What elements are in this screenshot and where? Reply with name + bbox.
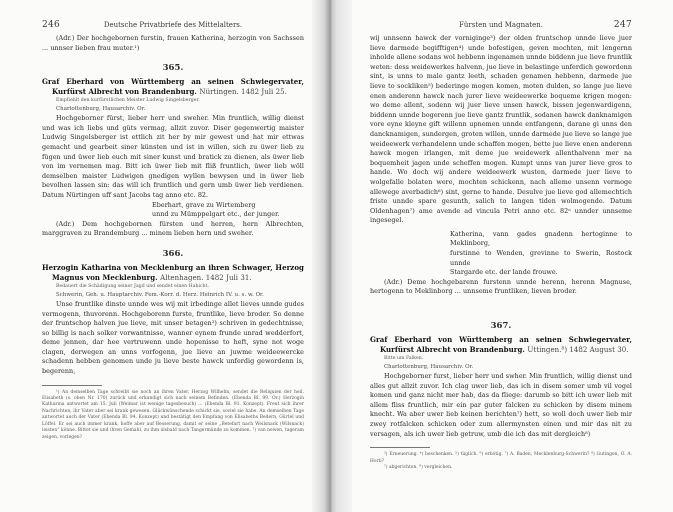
footnote-divider [370,447,430,448]
letter-366-signature-1: Katherina, vann gades gnadenn hertoginne to Meklinborg, [450,229,632,248]
letter-366-number: 366. [162,248,184,259]
letter-366-heading [42,263,304,283]
left-running-header [42,20,304,34]
opening-address: (Adr.) Der hochgebornen furstin, frauen Katherina, herzogin von Sachssen ... unnser lieben frau muter.¹) [42,34,304,52]
letter-365-place-date: Nürtingen. 1482 Juli 25. [199,88,287,97]
left-running-title: Deutsche Privatbriefe des Mittelalters. [103,21,243,29]
letter-365-signature-1: Eberhart, grave zu Wirtemberg [152,200,256,209]
letter-367-place-date: Uttingen.⁸) 1482 August 30. [527,346,629,355]
left-footnote-text: ¹) An demselben Tage schreibt sie noch an ihren Vater, Herzog Wilhelm, sendet die Reliquien der heil. Elisabeth (s. oben Nr. 170) zurück und erkundigt sich nach seinem Befinden. (Ebenda Bl. 99. Or.) Herzogin Katharina antwortet am 15. Juli (Weimar ist wenige tagesbesuch) ... (Ebenda Bl. 91. Konzept). Freut sich ihrer Nachrichten, ihr Vater aber sei krank gewesen. Glückwünschende schickt sie, soviel sie habe. An demselben Tage antwortet auch der Vater (Ebenda Bl. 94. Konzept) und bestätigt den Empfang von Elisabeths Bedern, Gürtel und Löffel. Er sei auch immer krank, hoffe aber auf Besserung, damit er seine „Betefart nach Weilsnack (Wilsnack) leisten“ könne. Bittet sie und ihren Gemahl, zu ihm alsbald nach Tangermünde zu kommen. ²) van newen, tageram zeigen, vorlegen? [42,389,304,440]
right-running-header [370,20,632,34]
letter-367-number: 367. [490,321,512,332]
letter-366-body: Unse fruntlike dinste unnde wes wij mit irbedinge allet lieves unnde gudes vermogenn, thuvorenn. Hochgeborenn furste, fruntlike, lieve broder. So denne der fruntschop halven jue lieve, mit unser betagen²) schriven in gedechtnisse, so billig is nach solker vorwantnisse, wanner eynem frunde unrad wedderfort, deme jennen, dar hee vertruwenn unde hopenisse to heft, syne not woge clagen, derwegen an unns vorfogenn, jue lieve an juwme weideewercke schadenn hebben genomen unde ju lieve beste hawck unferdig gewordenn is, begerenn, [42,299,304,376]
right-running-title: Fürsten und Magnaten. [459,21,543,29]
letter-367-body: Hochgeborner furst, lieber herr und swher. Min fruntlich, willig dienst und alles gut allzit zuvor. Ich clag uwer lieb, das ich in disem somer umb vil vogel komen und ganz nicht mer hab, das da fliege: darumb so bitt ich uwer lieb mit allem fliss fruntlich, mir ein par guter falcken zu schicken by disem minem knecht. Wa aber uwer lieb keinen berichten⁷) hett, so woll doch uwer lieb mir zwey rotfalcken schicken oder zum allermynsten einen und mir das nit zu versagen, als ich uwer lieb getruw, umb die ich das mit dergleich⁸) [370,372,632,438]
left-footnotes [42,390,304,441]
letter-365-address: (Adr.) Dem hochgebornen fürsten und herren, hern Albrechten, marggraven zu Brandemburg ... minem lieben hern und sweher. [42,219,304,238]
letter-366-continuation: wij unnsenn hawck der vorniginge³) der olden fruntschop unnde lieve juer lieve darmede begifftigen⁴) unde bofestigen, geven mochten, mit lengernn inholde allene sodans wol hebbenn ingenamen unnde biddenn jue lieve fruntlik weten: dess weidewerkes halvenn, jue lieve in belastinge unferdich gewordenn sint, is unns to male gantz leeth, schaden genamen hebbenn, darmede jue lieve to sockliken⁵) bederinge mogen komen, moten dulden, so lange jue lieve enen anderenn hawck nach jurer lieve weideewerke boqueme krigen mogen: wo deme allent, sodenn wij juer lieve unsen hawck, bissen jegenwardigenn, biddenn unnde bogerenn jue lieve gantz fruntlik, sodanen hawck danknamigen vore eyne kleyne gift willenn upnemen unnde entfangenn, darane gi unns den dancknamigen, sundergen, groten willen, unnde darmede jue lieve so lange jue weideewerk verhandelenn unde schaffen mogen, bette jue lieve enen anderenn hawck mogen irlangen, mit deme jue weidewerk allenthalvenn mer na boquemheit jagen unde scheffen mogen. Kumpt unns van jurer lieve gros to hande. Wo doch wij andere weideewerk wusten, darmede juer lieve to wolgefalle bolaten were, mochten schickenn, nach alleme unsenn vermoge allewege averbadich⁶) sint, gerne to hande. Desulve jue lieve god allemechtich friste unnde spare gesunth, salich to langen tiden wolmogende. Datum Oldenhagen⁷) ame avende ad vincula Petri anno etc. 82ᵒ unnder unnseme ingesegel. [370,34,632,225]
letter-367-regest: Bitte um Falken. [384,356,424,362]
letter-366-source: Schwerin, Geh. u. Hauptarchiv. Fem.-Korr. d. Herz. Heinrich IV. u. s. w. Or. [56,291,264,298]
right-footnote-line-1: ³) Erneuerung. ⁴) beschenken. ⁵) tüglich. ⁶) erbötig. ⁷) A. Baden, Mecklenburg-Schwerin? ⁸) Gutingen, O. A. Horb? [370,452,632,464]
letter-365-body: Hochgeborner fürst, lieber herr und sweher. Min fruntlich, willig dienst und was ich liebs und güts vermag, allzit zuvor. Diser gegenwertig maister Ludwig Singelsberger ist ettlich zit her by mir gewest und hat mir ettwas gemacht und gearbeit siner künsten und ist in willen, sich zu üwer lieb zu fügen und üwer lieb euch mit siner kunst und bratick zu dienen, als üwer lieb von im vernemen mag. Bitt ich üwer lieb mit fliß fruntlich, üwer lieb wöll demselben maister Ludwigen gnedigen wyllen bewysen und in üwer lieb bevolhen lassen sin: das will ich fruntlich und gern umb üwer lieb verdienen. Datum Nürtingen uff sant Jacobs tag anno etc. 82. [42,114,304,199]
footnote-divider [42,385,102,386]
right-footnote-line-2: ⁷) abgerichten. ⁸) vergleichen. [384,465,453,470]
right-page-number: 247 [613,20,632,30]
letter-366-title: Herzogin Katharina von Mecklenburg an ihren Schwager, Herzog Magnus von Mecklenburg. [42,262,304,282]
letter-367-title: Graf Eberhard von Württemberg an seinen Schwiegervater, Kurfürst Albrecht von Brandenburg. [370,335,632,355]
right-footnotes [370,452,632,471]
letter-365-source: Charlottenburg, Hausarchiv. Or. [56,106,146,113]
letter-365-signature-2: unnd zu Mümppelgart etc., der junger. [152,210,280,219]
book-gutter [312,0,352,512]
left-page-content [42,20,304,441]
letter-366-signature-2: furstinne to Wenden, grevinne to Swerin, Rostock unnde [450,249,632,267]
letter-366-regest: Bedauert die Schädigung seiner Jagd und sendet einen Habicht. [56,283,210,289]
left-page-number: 246 [42,20,61,30]
letter-366-place-date: Altenhagen. 1482 Juli 31. [160,273,252,282]
letter-366-signature-3: Stargarde etc. der lande frouwe. [450,268,558,277]
right-page [352,0,673,512]
letter-365-heading [42,77,304,97]
letter-365-number: 365. [162,63,184,74]
letter-365-title: Graf Eberhard von Württemberg an seinen Schwiegervater, Kurfürst Albrecht von Brandenburg. [42,77,304,97]
letter-367-heading [370,335,632,355]
left-page [0,0,312,512]
letter-366-address: (Adr.) Deme hochgebarenn furstenn unnde herenn, herenn Magnuse, hertogenn to Meklinborg ... unnseme fruntliken, lieven broder. [370,277,632,296]
right-page-content [370,20,632,471]
letter-365-regest: Empfiehlt den kurfürstlichen Meister Ludwig Singelsberger. [56,98,200,104]
letter-367-source: Charlottenburg, Hausarchiv. Or. [384,364,474,371]
